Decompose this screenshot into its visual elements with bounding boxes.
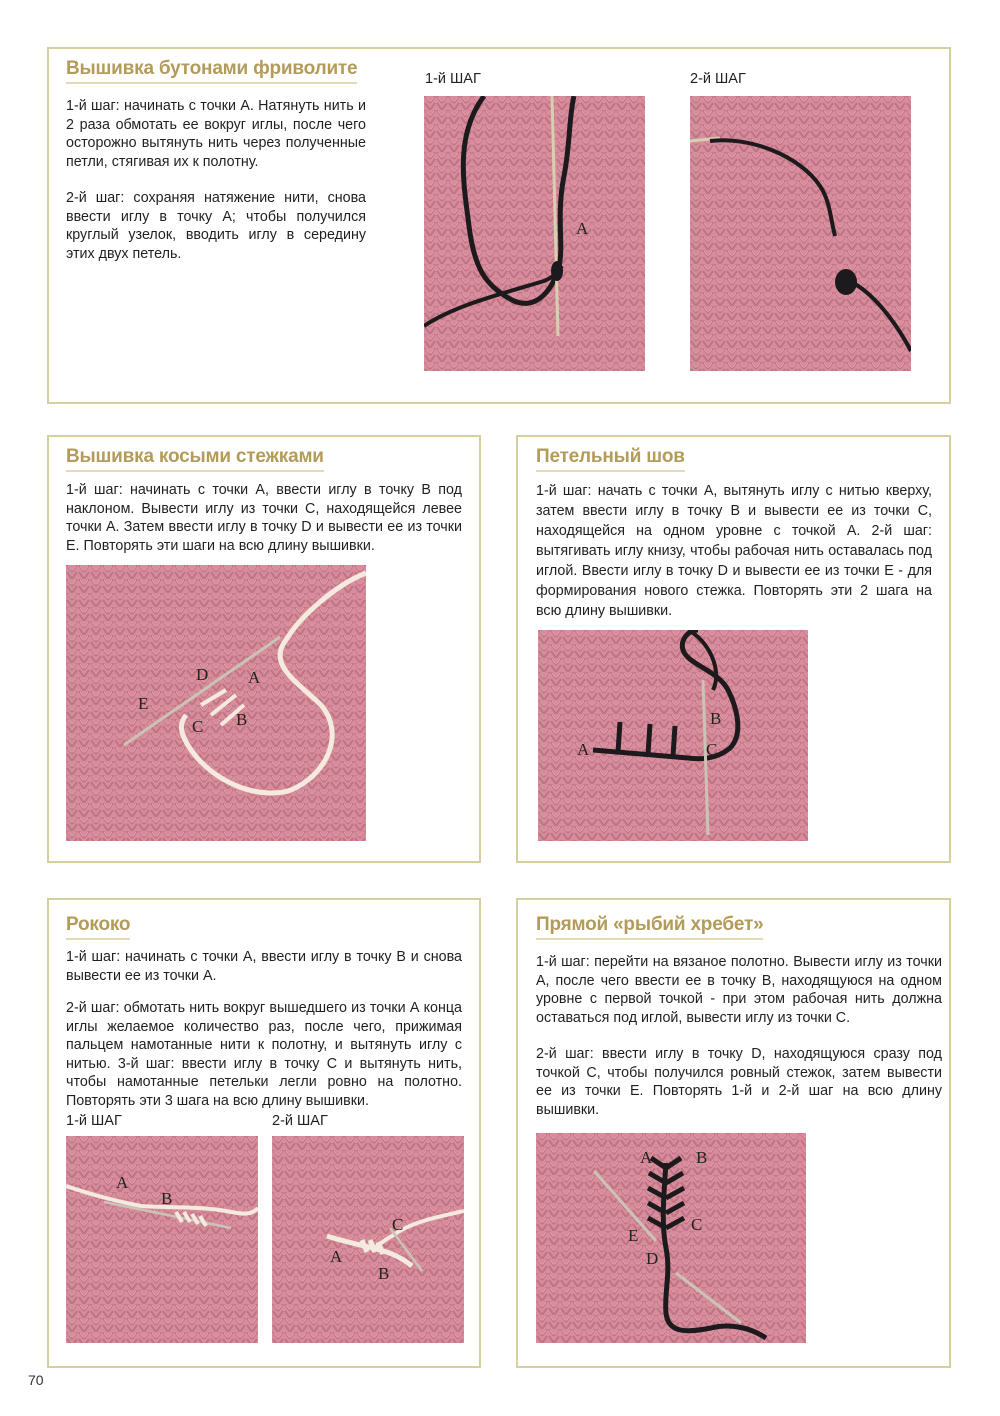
section-text: 1-й шаг: начать с точки А, вытянуть иглу с нитью кверху, затем ввести иглу в точку В и вывести ее из точки С, находящейся на одном уровне с точкой А. 2-й шаг: вытягивать иглу книзу, чтобы рабочая нить оставалась под иглой. Ввести иглу в точку D и вывести ее из точки Е - для формирования нового стежка. Повторять эти 2 шага на всю длину вышивки. bbox=[536, 483, 932, 619]
section-title: Петельный шов bbox=[536, 446, 685, 472]
label-e: E bbox=[138, 694, 149, 713]
section-text bbox=[66, 948, 462, 1110]
frivolite-step2-photo bbox=[690, 96, 911, 371]
section-title: Вышивка бутонами фриволите bbox=[66, 58, 357, 84]
label-e: E bbox=[628, 1226, 639, 1245]
label-c: C bbox=[691, 1215, 703, 1234]
step-1-label: 1-й ШАГ bbox=[425, 71, 481, 87]
section-title: Прямой «рыбий хребет» bbox=[536, 914, 763, 940]
label-b: B bbox=[161, 1189, 173, 1208]
label-d: D bbox=[646, 1249, 659, 1268]
label-a: A bbox=[576, 219, 589, 238]
section-text bbox=[536, 953, 942, 1119]
step-1-text: 1-й шаг: начинать с точки А, ввести иглу в точку В и снова вывести ее из точки А. bbox=[66, 949, 462, 984]
label-a: A bbox=[330, 1247, 343, 1266]
step-1-text: 1-й шаг: перейти на вязаное полотно. Вывести иглу из точки А, после чего ввести ее в точку В, находящуюся на одном уровне с первой точкой - при этом рабочая нить должна оставаться под иглой, вывести иглу из точки С. bbox=[536, 954, 942, 1026]
section-title: Рококо bbox=[66, 914, 130, 940]
section-text: 1-й шаг: начинать с точки А, ввести иглу в точку В под наклоном. Вывести иглу из точки С, находящейся левее точки А. Затем ввести иглу в точку D и вывести ее из точки Е. Повторять эти шаги на всю длину вышивки. bbox=[66, 482, 462, 554]
step-2-label: 2-й ШАГ bbox=[272, 1113, 328, 1129]
step-2-text: 2-й шаг: ввести иглу в точку D, находящуюся сразу под точкой С, чтобы получился ровный стежок, затем вывести ее из точки Е. Повторять 1-й и 2-й шаг на всю длину вышивки. bbox=[536, 1046, 942, 1118]
label-b: B bbox=[378, 1264, 390, 1283]
rococo-step1-photo bbox=[66, 1136, 258, 1343]
label-a: A bbox=[116, 1173, 129, 1192]
label-c: C bbox=[706, 740, 718, 759]
rococo-step2-photo bbox=[272, 1136, 464, 1343]
frivolite-step1-photo bbox=[424, 96, 645, 371]
label-c: C bbox=[392, 1215, 404, 1234]
slanted-photo bbox=[66, 565, 366, 841]
label-d: D bbox=[196, 665, 209, 684]
section-title: Вышивка косыми стежками bbox=[66, 446, 324, 472]
section-text bbox=[66, 97, 366, 263]
label-b: B bbox=[696, 1148, 708, 1167]
label-c: C bbox=[192, 717, 204, 736]
step-2-text: 2-й шаг: обмотать нить вокруг вышедшего из точки А конца иглы желаемое количество раз, после чего, прижимая пальцем намотанные нити к полотну, и вытянуть иглу с нитью. 3-й шаг: ввести иглу в точку С и вытянуть нить, чтобы намотанные петельки легли ровно на полотно. Повторять эти 3 шага на всю длину вышивки. bbox=[66, 1000, 462, 1109]
buttonhole-photo bbox=[538, 630, 808, 841]
label-b: B bbox=[710, 709, 722, 728]
step-2-text: 2-й шаг: сохраняя натяжение нити, снова ввести иглу в точку А; чтобы получился круглый узелок, вводить иглу в середину этих двух петель. bbox=[66, 190, 366, 262]
label-a: A bbox=[577, 740, 590, 759]
label-a: A bbox=[248, 668, 261, 687]
step-1-label: 1-й ШАГ bbox=[66, 1113, 122, 1129]
step-1-text: 1-й шаг: начинать с точки А. Натянуть нить и 2 раза обмотать ее вокруг иглы, после чего осторожно вытянуть нить через полученные петли, стягивая их к полотну. bbox=[66, 98, 366, 170]
label-b: B bbox=[236, 710, 248, 729]
page-number: 70 bbox=[28, 1372, 44, 1388]
label-a: A bbox=[640, 1148, 653, 1167]
herringbone-photo bbox=[536, 1133, 806, 1343]
step-2-label: 2-й ШАГ bbox=[690, 71, 746, 87]
